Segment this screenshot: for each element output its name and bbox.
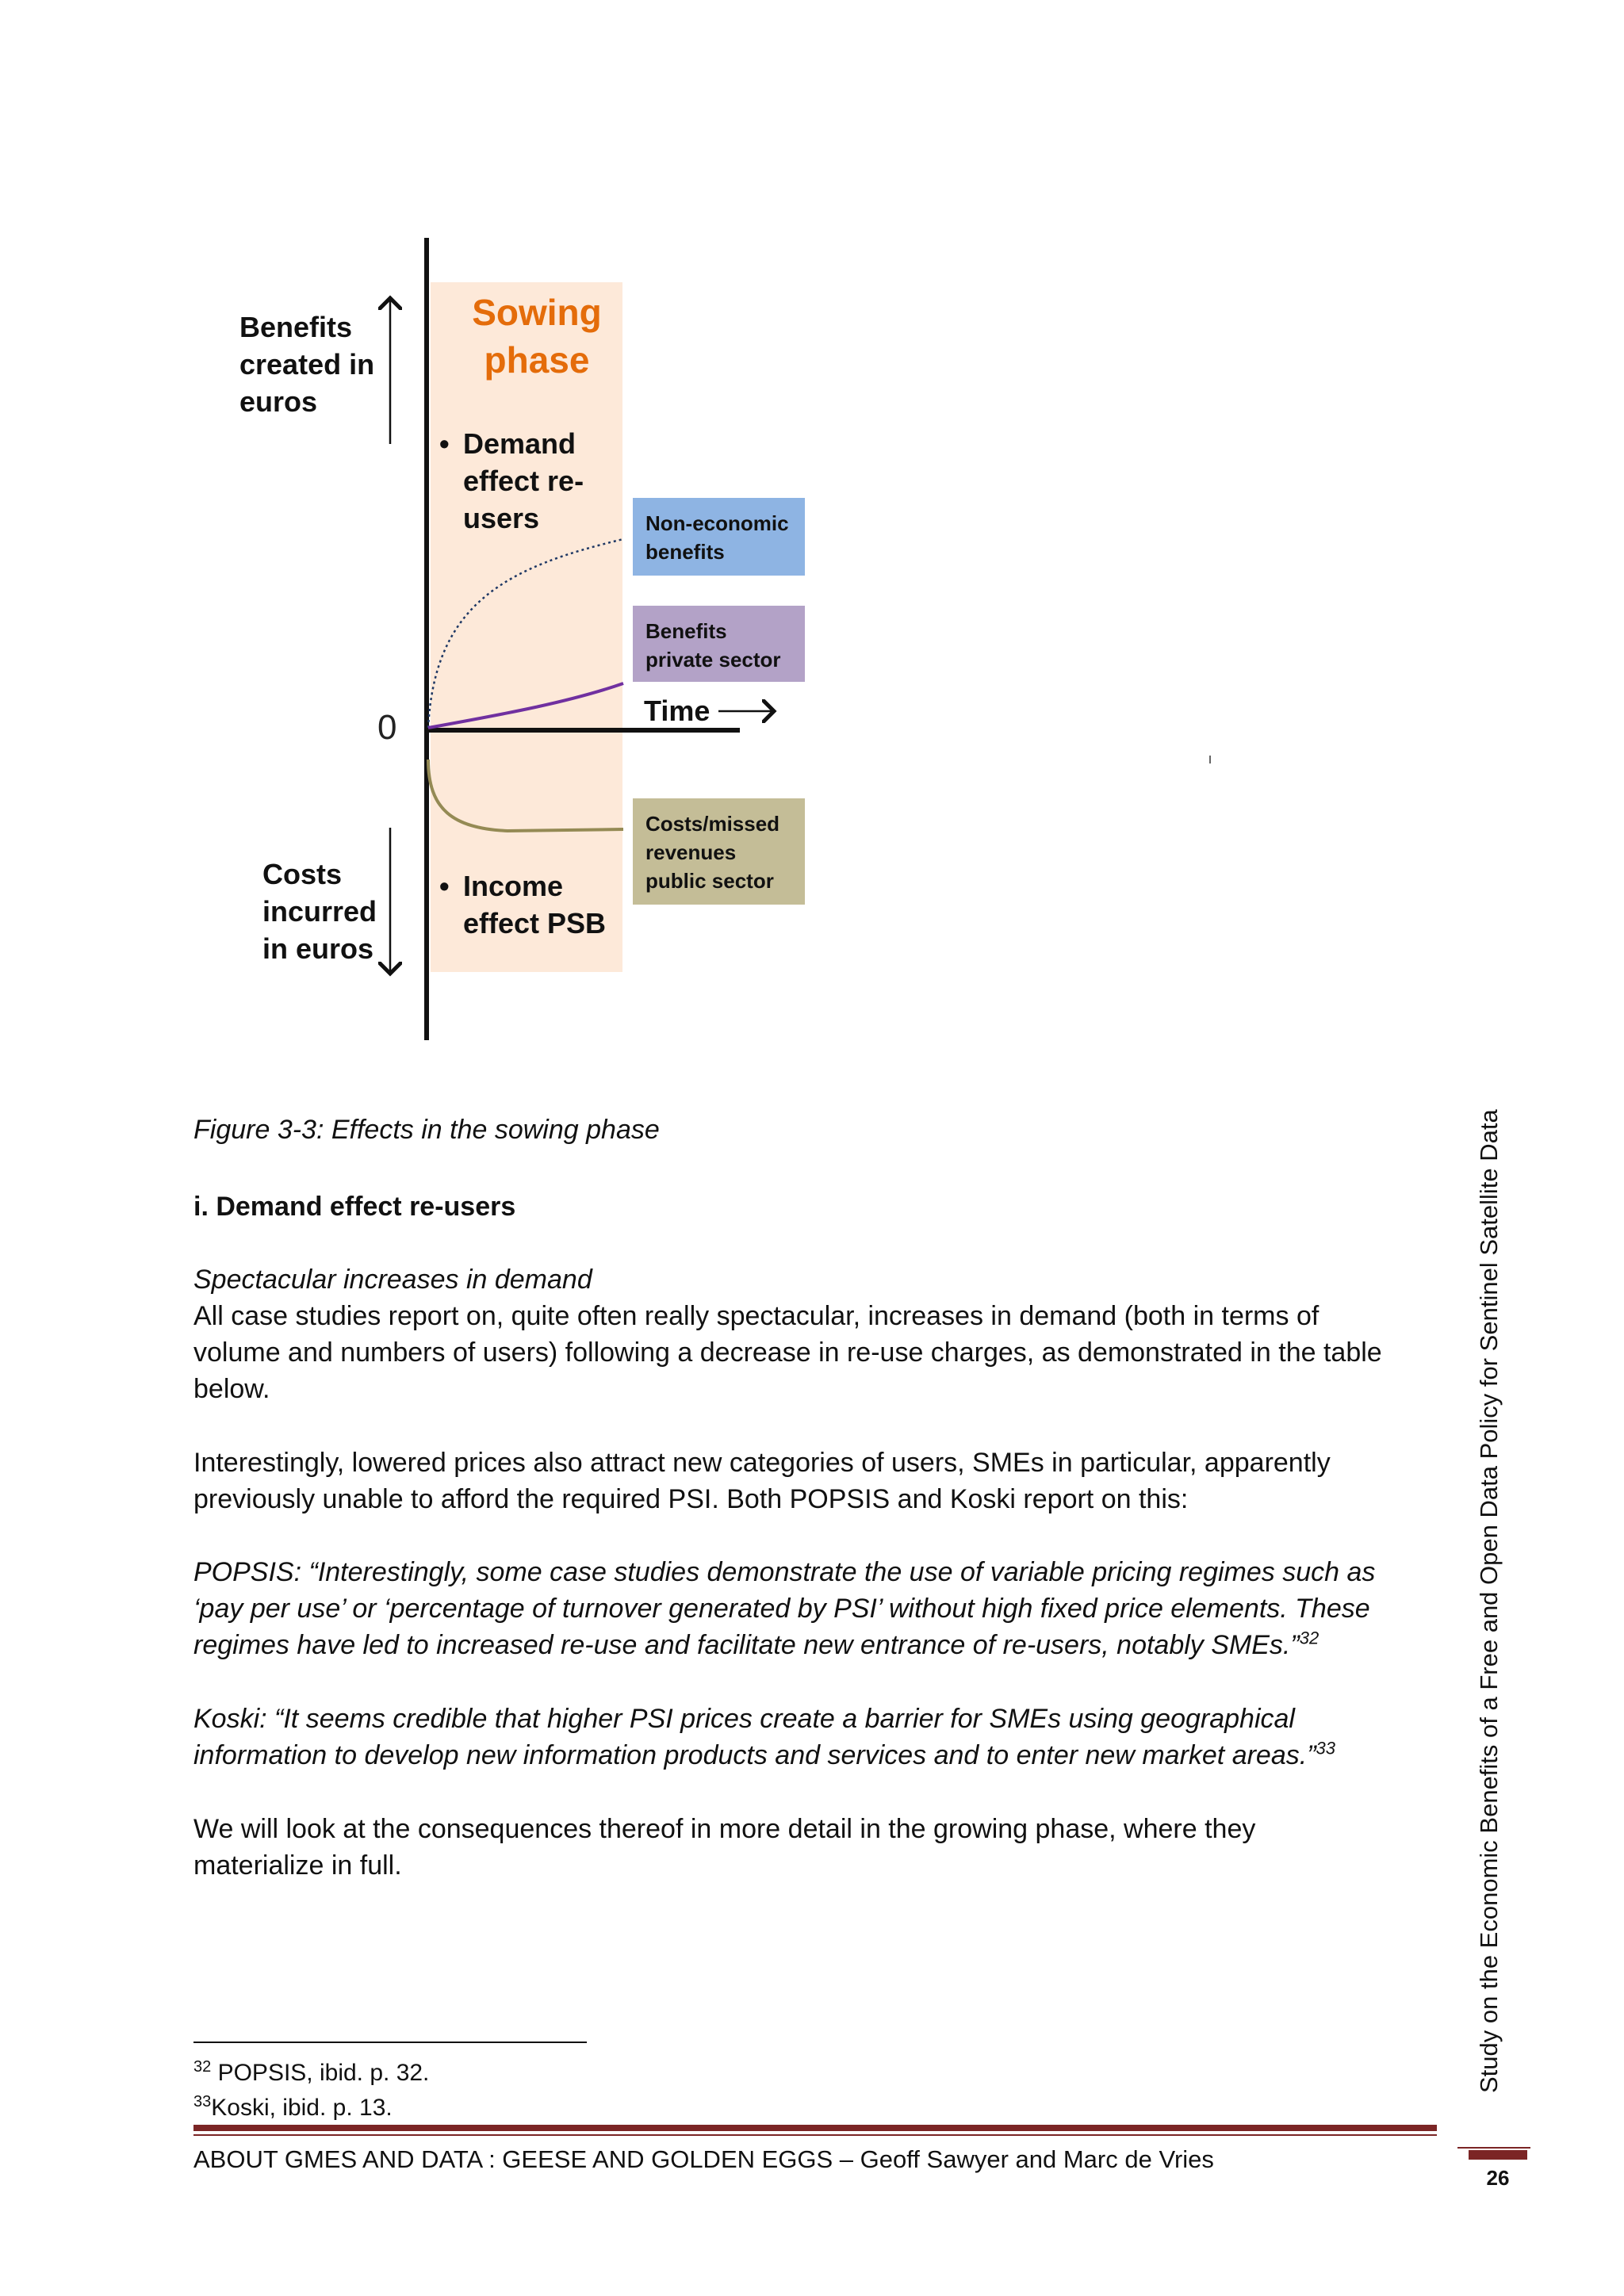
footnote-33 xyxy=(193,2095,393,2122)
legend-benefits-private-sector xyxy=(633,606,805,682)
legend-costs-public-sector xyxy=(633,798,805,905)
footer-rule xyxy=(193,2125,1437,2131)
section-heading: i. Demand effect re-users xyxy=(193,1192,516,1222)
text-line: All case studies report on, quite often really spectacular, increases in demand (both in terms of xyxy=(193,1301,1320,1331)
benefits-axis-label xyxy=(239,308,374,420)
benefits-label-line: Benefits xyxy=(239,311,353,343)
quote-popsis xyxy=(193,1554,1431,1663)
bullet-line: users xyxy=(463,502,540,534)
text-line: ‘pay per use’ or ‘percentage of turnover generated by PSI’ without high fixed price elements. These xyxy=(193,1594,1370,1624)
text-line: POPSIS: “Interestingly, some case studies demonstrate the use of variable pricing regimes such as xyxy=(193,1557,1376,1587)
paragraph-3 xyxy=(193,1811,1431,1884)
bullet-line: Income xyxy=(463,870,564,902)
footer-rule-thin xyxy=(193,2134,1437,2136)
quote-text: regimes have led to increased re-use and facilitate new entrance of re-users, notably SMEs.” xyxy=(193,1630,1300,1660)
costs-axis-label xyxy=(262,855,377,967)
legend-non-economic-benefits xyxy=(633,498,805,576)
footnote-text: POPSIS, ibid. p. 32. xyxy=(211,2060,430,2086)
footnote-ref: 32 xyxy=(1299,1628,1320,1648)
figure-graphics xyxy=(0,0,1624,1110)
text-line: Interestingly, lowered prices also attract new categories of users, SMEs in particular, apparently xyxy=(193,1448,1331,1478)
paragraph-1 xyxy=(193,1298,1431,1407)
text-line: We will look at the consequences thereof in more detail in the growing phase, where they xyxy=(193,1814,1256,1844)
side-title: Study on the Economic Benefits of a Free and Open Data Policy for Sentinel Satellite Data xyxy=(1475,1109,1503,2093)
costs-label-line: in euros xyxy=(262,932,374,965)
zero-label: 0 xyxy=(377,708,397,747)
paragraph-2 xyxy=(193,1445,1431,1517)
legend-line: benefits xyxy=(645,540,725,564)
phase-title: Sowing phase xyxy=(472,292,602,381)
footer-text: ABOUT GMES AND DATA : GEESE AND GOLDEN EGGS – Geoff Sawyer and Marc de Vries xyxy=(193,2145,1214,2173)
costs-label-line: incurred xyxy=(262,895,377,928)
bullet-dot: • xyxy=(439,427,450,460)
footnote-ref: 33 xyxy=(1316,1738,1335,1758)
legend-line: Costs/missed xyxy=(645,812,780,836)
benefits-label-line: euros xyxy=(239,385,318,418)
legend-line: revenues xyxy=(645,840,737,864)
footnote-separator xyxy=(193,2042,587,2043)
bullet-income-effect xyxy=(439,867,607,942)
footnote-number: 32 xyxy=(193,2058,212,2076)
text-line: Koski: “It seems credible that higher PSI prices create a barrier for SMEs using geographical xyxy=(193,1704,1295,1734)
bullet-line: effect PSB xyxy=(463,907,607,939)
legend-line: private sector xyxy=(645,648,781,672)
text-line: previously unable to afford the required PSI. Both POPSIS and Koski report on this: xyxy=(193,1484,1189,1514)
time-label: Time xyxy=(644,695,710,727)
bullet-dot: • xyxy=(439,870,450,902)
quote-koski xyxy=(193,1701,1431,1774)
legend-line: public sector xyxy=(645,869,774,893)
quote-text: information to develop new information products and services and to enter new market areas.” xyxy=(193,1740,1316,1770)
text-line: materialize in full. xyxy=(193,1850,402,1881)
bullet-line: effect re- xyxy=(463,465,584,497)
bullet-demand-effect xyxy=(439,425,584,537)
sowing-phase-figure xyxy=(0,0,1624,1110)
legend-line: Benefits xyxy=(645,619,727,643)
legend-line: Non-economic xyxy=(645,511,789,535)
page-tab-line xyxy=(1457,2147,1530,2149)
bullet-line: Demand xyxy=(463,427,576,460)
costs-label-line: Costs xyxy=(262,858,343,890)
page-tab xyxy=(1469,2150,1527,2160)
page-number: 26 xyxy=(1486,2166,1510,2190)
text-line: volume and numbers of users) following a decrease in re-use charges, as demonstrated in the table xyxy=(193,1337,1382,1368)
text-line xyxy=(193,1627,1431,1663)
footnote-text: Koski, ibid. p. 13. xyxy=(211,2095,393,2121)
benefits-label-line: created in xyxy=(239,348,375,381)
text-line xyxy=(193,1737,1431,1774)
figure-caption: Figure 3-3: Effects in the sowing phase xyxy=(193,1115,660,1145)
subheading: Spectacular increases in demand xyxy=(193,1265,592,1295)
text-line: below. xyxy=(193,1374,270,1404)
footnote-number: 33 xyxy=(193,2093,212,2110)
footnote-32 xyxy=(193,2060,429,2087)
